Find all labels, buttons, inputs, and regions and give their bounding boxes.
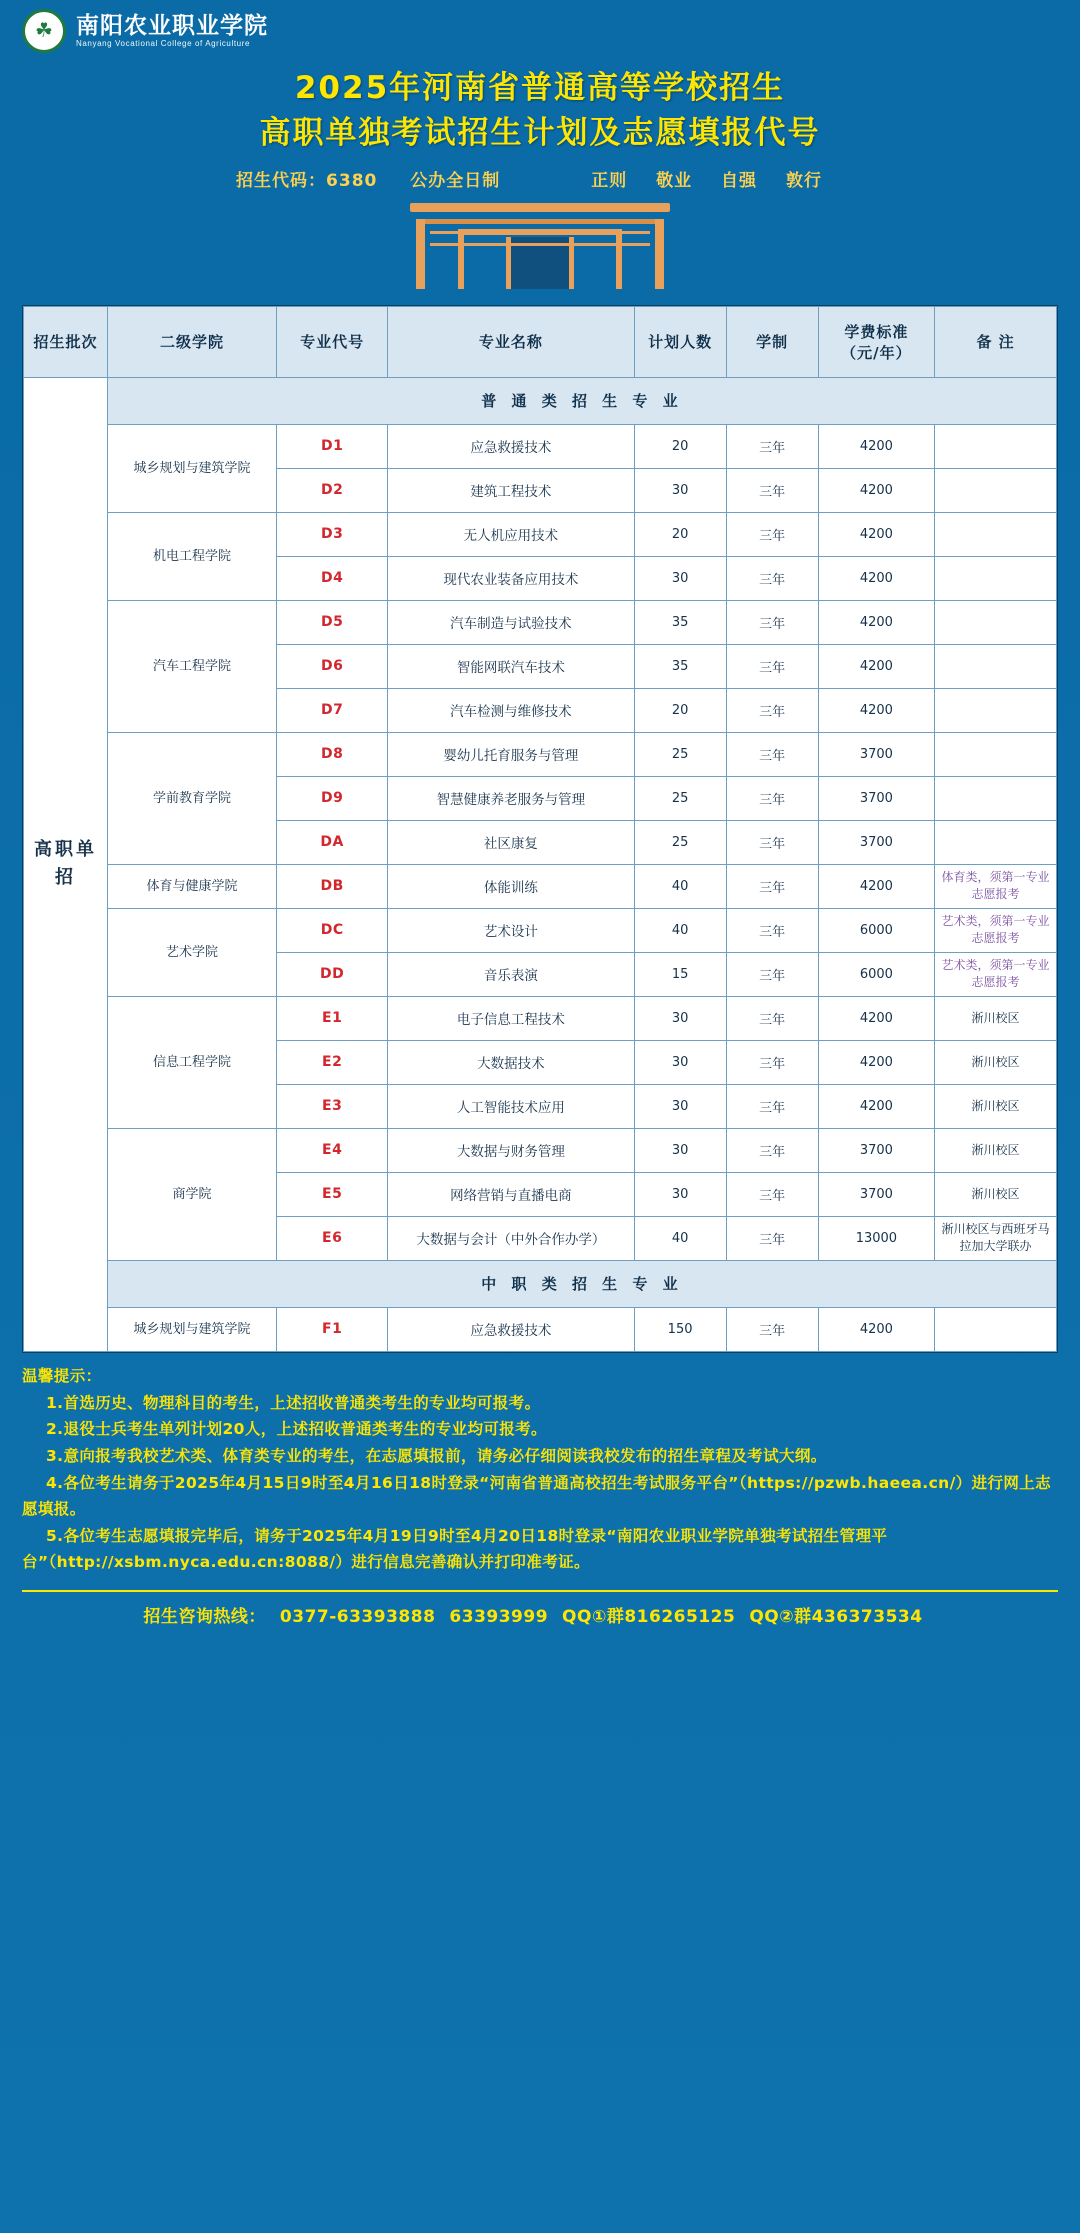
duration-cell: 三年 bbox=[726, 644, 818, 688]
table-row bbox=[24, 600, 1057, 644]
tuition-cell: 4200 bbox=[818, 1307, 934, 1351]
remark-cell bbox=[935, 688, 1057, 732]
table-row bbox=[24, 864, 1057, 908]
table-row bbox=[24, 908, 1057, 952]
hotline-bar bbox=[22, 1590, 1058, 1641]
school-seal-icon: ☘ bbox=[22, 9, 66, 53]
qq-group-1: QQ①群816265125 bbox=[562, 1607, 736, 1628]
plan-count-cell: 150 bbox=[634, 1307, 726, 1351]
batch-cell: 高职单招 bbox=[24, 377, 108, 1351]
section-row-vocational bbox=[24, 1260, 1057, 1307]
col-tuition bbox=[818, 306, 934, 377]
major-code-cell: D2 bbox=[277, 468, 388, 512]
campus-gate-illustration bbox=[410, 203, 670, 289]
remark-cell bbox=[935, 512, 1057, 556]
table-row bbox=[24, 996, 1057, 1040]
remark-cell: 淅川校区 bbox=[935, 1128, 1057, 1172]
col-major-code: 专业代号 bbox=[277, 306, 388, 377]
college-cell: 机电工程学院 bbox=[107, 512, 276, 600]
motto-word-3: 自强 bbox=[721, 170, 758, 191]
poster-title-line1: 2025年河南省普通高等学校招生 bbox=[294, 70, 786, 106]
table-header-row bbox=[24, 306, 1057, 377]
duration-cell: 三年 bbox=[726, 1172, 818, 1216]
remark-cell: 淅川校区 bbox=[935, 996, 1057, 1040]
note-item-1: 1.首选历史、物理科目的考生，上述招收普通类考生的专业均可报考。 bbox=[46, 1393, 541, 1412]
table-row bbox=[24, 512, 1057, 556]
school-name-en: Nanyang Vocational College of Agriculture bbox=[76, 38, 251, 48]
remark-cell: 艺术类，须第一专业志愿报考 bbox=[935, 952, 1057, 996]
major-name-cell: 汽车制造与试验技术 bbox=[388, 600, 634, 644]
plan-table-wrapper bbox=[22, 305, 1058, 1353]
tuition-cell: 4200 bbox=[818, 512, 934, 556]
remark-cell: 淅川校区 bbox=[935, 1172, 1057, 1216]
table-row bbox=[24, 732, 1057, 776]
note-item-5: 5.各位考生志愿填报完毕后，请务于2025年4月19日9时至4月20日18时登录“南阳农业职业学院单独考试招生管理平台”（http://xsbm.nyca.edu.cn:8088/）进行信息完善确认并打印准考证。 bbox=[22, 1526, 888, 1572]
tuition-cell: 4200 bbox=[818, 600, 934, 644]
tuition-cell: 4200 bbox=[818, 864, 934, 908]
plan-count-cell: 20 bbox=[634, 424, 726, 468]
duration-cell: 三年 bbox=[726, 820, 818, 864]
major-code-cell: D9 bbox=[277, 776, 388, 820]
motto-word-4: 敦行 bbox=[785, 170, 822, 191]
table-row bbox=[24, 1307, 1057, 1351]
plan-count-cell: 25 bbox=[634, 820, 726, 864]
logo-text-block bbox=[76, 14, 268, 49]
table-body bbox=[24, 377, 1057, 1351]
school-name-cn: 南阳农业职业学院 bbox=[76, 12, 268, 39]
plan-count-cell: 30 bbox=[634, 556, 726, 600]
note-item-3: 3.意向报考我校艺术类、体育类专业的考生，在志愿填报前，请务必仔细阅读我校发布的招生章程及考试大纲。 bbox=[46, 1446, 827, 1465]
major-code-cell: E1 bbox=[277, 996, 388, 1040]
hotline-phone-1: 0377-63393888 bbox=[279, 1607, 436, 1628]
college-cell: 城乡规划与建筑学院 bbox=[107, 1307, 276, 1351]
admission-plan-table bbox=[23, 306, 1057, 1352]
major-code-cell: DA bbox=[277, 820, 388, 864]
tuition-cell: 4200 bbox=[818, 424, 934, 468]
admission-code: 招生代码：6380 bbox=[236, 170, 378, 191]
duration-cell: 三年 bbox=[726, 688, 818, 732]
notes-block bbox=[22, 1363, 1058, 1576]
major-code-cell: DC bbox=[277, 908, 388, 952]
plan-count-cell: 40 bbox=[634, 908, 726, 952]
major-name-cell: 体能训练 bbox=[388, 864, 634, 908]
major-code-cell: E5 bbox=[277, 1172, 388, 1216]
college-cell: 学前教育学院 bbox=[107, 732, 276, 864]
remark-cell: 体育类，须第一专业志愿报考 bbox=[935, 864, 1057, 908]
hotline-label: 招生咨询热线： bbox=[143, 1607, 266, 1628]
college-cell: 体育与健康学院 bbox=[107, 864, 276, 908]
remark-cell bbox=[935, 1307, 1057, 1351]
college-cell: 艺术学院 bbox=[107, 908, 276, 996]
remark-cell: 艺术类，须第一专业志愿报考 bbox=[935, 908, 1057, 952]
major-code-cell: D3 bbox=[277, 512, 388, 556]
motto-word-2: 敬业 bbox=[656, 170, 693, 191]
motto-word-1: 正则 bbox=[591, 170, 628, 191]
col-batch: 招生批次 bbox=[24, 306, 108, 377]
major-code-cell: D7 bbox=[277, 688, 388, 732]
plan-count-cell: 15 bbox=[634, 952, 726, 996]
duration-cell: 三年 bbox=[726, 864, 818, 908]
note-item-2: 2.退役士兵考生单列计划20人，上述招收普通类考生的专业均可报考。 bbox=[46, 1420, 547, 1439]
major-code-cell: DD bbox=[277, 952, 388, 996]
major-name-cell: 智慧健康养老服务与管理 bbox=[388, 776, 634, 820]
major-name-cell: 智能网联汽车技术 bbox=[388, 644, 634, 688]
remark-cell bbox=[935, 776, 1057, 820]
col-tuition-line2: （元/年） bbox=[841, 343, 912, 362]
duration-cell: 三年 bbox=[726, 1307, 818, 1351]
col-college: 二级学院 bbox=[107, 306, 276, 377]
major-code-cell: F1 bbox=[277, 1307, 388, 1351]
major-code-cell: E2 bbox=[277, 1040, 388, 1084]
plan-count-cell: 25 bbox=[634, 776, 726, 820]
college-cell: 信息工程学院 bbox=[107, 996, 276, 1128]
plan-count-cell: 30 bbox=[634, 996, 726, 1040]
major-name-cell: 音乐表演 bbox=[388, 952, 634, 996]
major-code-cell: D5 bbox=[277, 600, 388, 644]
section-title-vocational: 中 职 类 招 生 专 业 bbox=[107, 1260, 1056, 1307]
remark-cell bbox=[935, 644, 1057, 688]
title-block bbox=[0, 66, 1080, 191]
plan-count-cell: 30 bbox=[634, 468, 726, 512]
qq-group-2: QQ②群436373534 bbox=[749, 1607, 923, 1628]
plan-count-cell: 30 bbox=[634, 1128, 726, 1172]
tuition-cell: 4200 bbox=[818, 556, 934, 600]
duration-cell: 三年 bbox=[726, 600, 818, 644]
plan-count-cell: 35 bbox=[634, 600, 726, 644]
duration-cell: 三年 bbox=[726, 1040, 818, 1084]
remark-cell bbox=[935, 732, 1057, 776]
school-type: 公办全日制 bbox=[410, 170, 501, 191]
plan-count-cell: 20 bbox=[634, 512, 726, 556]
tuition-cell: 6000 bbox=[818, 952, 934, 996]
tuition-cell: 4200 bbox=[818, 644, 934, 688]
college-cell: 汽车工程学院 bbox=[107, 600, 276, 732]
plan-count-cell: 40 bbox=[634, 1216, 726, 1260]
major-name-cell: 人工智能技术应用 bbox=[388, 1084, 634, 1128]
major-name-cell: 汽车检测与维修技术 bbox=[388, 688, 634, 732]
duration-cell: 三年 bbox=[726, 908, 818, 952]
col-tuition-line1: 学费标准 bbox=[844, 322, 909, 341]
remark-cell bbox=[935, 600, 1057, 644]
major-name-cell: 社区康复 bbox=[388, 820, 634, 864]
tuition-cell: 3700 bbox=[818, 1172, 934, 1216]
tuition-cell: 4200 bbox=[818, 688, 934, 732]
major-code-cell: D1 bbox=[277, 424, 388, 468]
major-name-cell: 大数据技术 bbox=[388, 1040, 634, 1084]
notes-title: 温馨提示： bbox=[22, 1366, 102, 1385]
duration-cell: 三年 bbox=[726, 1216, 818, 1260]
tuition-cell: 3700 bbox=[818, 776, 934, 820]
poster-title-line2: 高职单独考试招生计划及志愿填报代号 bbox=[259, 114, 821, 151]
major-code-cell: E4 bbox=[277, 1128, 388, 1172]
major-name-cell: 应急救援技术 bbox=[388, 424, 634, 468]
school-motto bbox=[591, 166, 844, 191]
tuition-cell: 6000 bbox=[818, 908, 934, 952]
tuition-cell: 3700 bbox=[818, 732, 934, 776]
duration-cell: 三年 bbox=[726, 512, 818, 556]
major-name-cell: 无人机应用技术 bbox=[388, 512, 634, 556]
major-name-cell: 网络营销与直播电商 bbox=[388, 1172, 634, 1216]
remark-cell: 淅川校区 bbox=[935, 1040, 1057, 1084]
table-row bbox=[24, 424, 1057, 468]
tuition-cell: 4200 bbox=[818, 1084, 934, 1128]
plan-count-cell: 20 bbox=[634, 688, 726, 732]
major-name-cell: 大数据与财务管理 bbox=[388, 1128, 634, 1172]
major-code-cell: E3 bbox=[277, 1084, 388, 1128]
major-code-cell: DB bbox=[277, 864, 388, 908]
major-name-cell: 艺术设计 bbox=[388, 908, 634, 952]
col-remark: 备 注 bbox=[935, 306, 1057, 377]
duration-cell: 三年 bbox=[726, 776, 818, 820]
plan-count-cell: 30 bbox=[634, 1172, 726, 1216]
plan-count-cell: 35 bbox=[634, 644, 726, 688]
major-name-cell: 电子信息工程技术 bbox=[388, 996, 634, 1040]
table-row bbox=[24, 1128, 1057, 1172]
duration-cell: 三年 bbox=[726, 732, 818, 776]
tuition-cell: 4200 bbox=[818, 996, 934, 1040]
col-major-name: 专业名称 bbox=[388, 306, 634, 377]
plan-count-cell: 30 bbox=[634, 1084, 726, 1128]
major-code-cell: D6 bbox=[277, 644, 388, 688]
major-name-cell: 大数据与会计（中外合作办学） bbox=[388, 1216, 634, 1260]
duration-cell: 三年 bbox=[726, 556, 818, 600]
col-duration: 学制 bbox=[726, 306, 818, 377]
subtitle-row bbox=[0, 166, 1080, 191]
tuition-cell: 3700 bbox=[818, 820, 934, 864]
remark-cell: 淅川校区与西班牙马拉加大学联办 bbox=[935, 1216, 1057, 1260]
duration-cell: 三年 bbox=[726, 1084, 818, 1128]
major-name-cell: 婴幼儿托育服务与管理 bbox=[388, 732, 634, 776]
duration-cell: 三年 bbox=[726, 424, 818, 468]
tuition-cell: 13000 bbox=[818, 1216, 934, 1260]
logo-row bbox=[0, 0, 1080, 62]
section-row-general bbox=[24, 377, 1057, 424]
major-name-cell: 应急救援技术 bbox=[388, 1307, 634, 1351]
major-name-cell: 现代农业装备应用技术 bbox=[388, 556, 634, 600]
col-plan-count: 计划人数 bbox=[634, 306, 726, 377]
duration-cell: 三年 bbox=[726, 952, 818, 996]
duration-cell: 三年 bbox=[726, 1128, 818, 1172]
remark-cell: 淅川校区 bbox=[935, 1084, 1057, 1128]
tuition-cell: 4200 bbox=[818, 1040, 934, 1084]
plan-count-cell: 30 bbox=[634, 1040, 726, 1084]
hotline-phone-2: 63393999 bbox=[449, 1607, 549, 1628]
duration-cell: 三年 bbox=[726, 468, 818, 512]
college-cell: 城乡规划与建筑学院 bbox=[107, 424, 276, 512]
remark-cell bbox=[935, 468, 1057, 512]
major-code-cell: E6 bbox=[277, 1216, 388, 1260]
plan-count-cell: 25 bbox=[634, 732, 726, 776]
college-cell: 商学院 bbox=[107, 1128, 276, 1260]
remark-cell bbox=[935, 424, 1057, 468]
major-code-cell: D8 bbox=[277, 732, 388, 776]
major-code-cell: D4 bbox=[277, 556, 388, 600]
plan-count-cell: 40 bbox=[634, 864, 726, 908]
tuition-cell: 3700 bbox=[818, 1128, 934, 1172]
duration-cell: 三年 bbox=[726, 996, 818, 1040]
note-item-4: 4.各位考生请务于2025年4月15日9时至4月16日18时登录“河南省普通高校招生考试服务平台”（https://pzwb.haeea.cn/）进行网上志愿填报。 bbox=[22, 1473, 1052, 1519]
major-name-cell: 建筑工程技术 bbox=[388, 468, 634, 512]
section-title-general: 普 通 类 招 生 专 业 bbox=[107, 377, 1056, 424]
tuition-cell: 4200 bbox=[818, 468, 934, 512]
remark-cell bbox=[935, 820, 1057, 864]
remark-cell bbox=[935, 556, 1057, 600]
